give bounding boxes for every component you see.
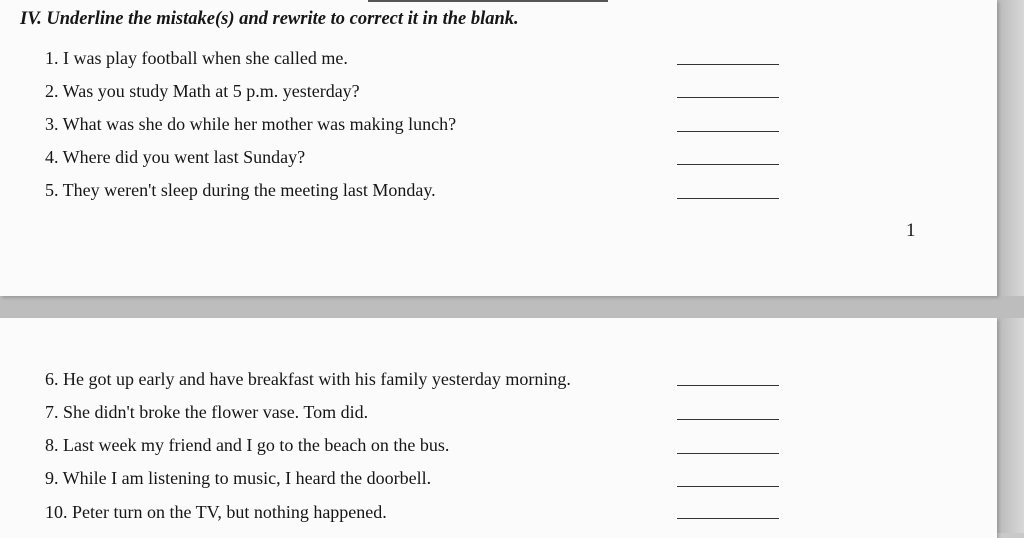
page-edge-shadow [997,0,1024,533]
exercise-item-9: 9. While I am listening to music, I heard the doorbell. [45,468,432,488]
answer-blank-6[interactable] [677,385,779,386]
exercise-item-2: 2. Was you study Math at 5 p.m. yesterday? [45,81,360,101]
page-number: 1 [906,220,916,241]
answer-blank-4[interactable] [677,164,779,165]
answer-blank-8[interactable] [677,453,779,454]
answer-blank-10[interactable] [677,518,779,519]
answer-blank-7[interactable] [677,419,779,420]
exercise-item-4: 4. Where did you went last Sunday? [45,147,306,167]
answer-blank-1[interactable] [677,64,779,65]
exercise-item-7: 7. She didn't broke the flower vase. Tom did. [45,402,369,422]
answer-blank-9[interactable] [677,486,779,487]
exercise-item-10: 10. Peter turn on the TV, but nothing happened. [45,502,387,522]
page-gap [0,296,1024,318]
answer-blank-3[interactable] [677,131,779,132]
answer-blank-2[interactable] [677,97,779,98]
exercise-item-3: 3. What was she do while her mother was making lunch? [45,114,457,134]
exercise-heading: IV. Underline the mistake(s) and rewrite to correct it in the blank. [20,9,519,29]
exercise-item-8: 8. Last week my friend and I go to the beach on the bus. [45,435,450,455]
exercise-item-5: 5. They weren't sleep during the meeting last Monday. [45,180,436,200]
previous-answer-line [368,0,608,2]
answer-blank-5[interactable] [677,198,779,199]
exercise-item-6: 6. He got up early and have breakfast with his family yesterday morning. [45,369,571,389]
exercise-item-1: 1. I was play football when she called me. [45,48,348,68]
worksheet-page-2 [0,318,997,538]
